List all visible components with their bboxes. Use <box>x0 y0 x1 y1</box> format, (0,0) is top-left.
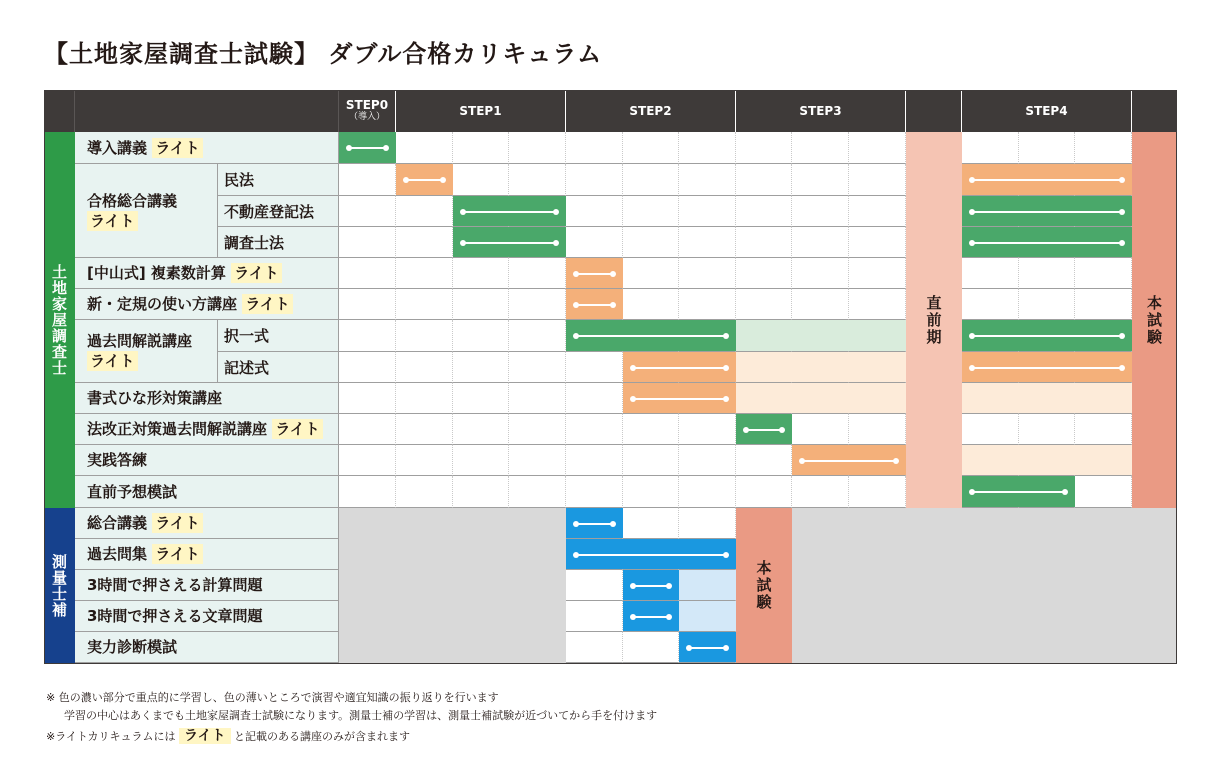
grid-cell <box>792 164 849 196</box>
grid-cell <box>623 414 679 445</box>
header-step3: STEP3 <box>736 90 906 132</box>
row-label-lawrevision: 法改正対策過去問解説講座 ライト <box>75 414 339 445</box>
grid-cell <box>396 196 453 227</box>
grid-cell <box>1075 476 1132 508</box>
header-step1: STEP1 <box>396 90 566 132</box>
row-label-survey-past: 過去問集 ライト <box>75 539 339 570</box>
grid-cell <box>339 196 396 227</box>
bar-end-dot <box>440 177 446 183</box>
grid-cell <box>849 258 906 289</box>
grid-cell <box>339 320 396 352</box>
bar-end-dot <box>610 521 616 527</box>
grid-cell <box>509 352 566 383</box>
grid-cell <box>396 320 453 352</box>
schedule-light <box>736 383 906 413</box>
grid-cell <box>623 476 679 508</box>
page-title: 【土地家屋調査士試験】 ダブル合格カリキュラム <box>44 40 603 68</box>
grid-cell <box>1019 132 1075 164</box>
bar-end-dot <box>1119 365 1125 371</box>
grid-cell <box>1075 414 1132 445</box>
block-honshiken-land: 本試験 <box>1132 132 1177 508</box>
schedule-light <box>736 352 906 382</box>
bar-line <box>576 335 726 337</box>
bar-end-dot <box>666 614 672 620</box>
grid-cell <box>566 196 623 227</box>
row-label-ruler: 新・定規の使い方講座 ライト <box>75 289 339 320</box>
grid-cell <box>736 164 792 196</box>
grid-cell <box>509 320 566 352</box>
grid-cell <box>509 132 566 164</box>
grid-cell <box>623 258 679 289</box>
grid-cell <box>736 289 792 320</box>
group-label-land: 土地家屋調査士 <box>44 132 75 508</box>
bar-line <box>972 491 1065 493</box>
row-label-mock: 直前予想模試 <box>75 476 339 508</box>
lite-badge: ライト <box>152 138 203 158</box>
grid-cell <box>453 132 509 164</box>
grid-cell <box>453 164 509 196</box>
grid-cell <box>736 258 792 289</box>
bar-line <box>972 367 1122 369</box>
grid-cell <box>962 414 1019 445</box>
grid-cell <box>509 164 566 196</box>
grid-cell <box>679 227 736 258</box>
bar-start-dot <box>969 177 975 183</box>
grid-cell <box>792 414 849 445</box>
header-corner-course <box>75 90 339 132</box>
grid-cell <box>849 289 906 320</box>
note-line-2: 学習の中心はあくまでも土地家屋調査士試験になります。測量士補の学習は、測量士補試験が近づいてから手を付けます <box>64 709 658 722</box>
grid-cell <box>453 383 509 414</box>
grid-cell <box>453 320 509 352</box>
bar-end-dot <box>1119 333 1125 339</box>
bar-start-dot <box>969 209 975 215</box>
bar-line <box>972 211 1122 213</box>
grid-cell <box>736 476 792 508</box>
grid-cell <box>566 352 623 383</box>
bar-start-dot <box>630 396 636 402</box>
header-step0-sub: （導入） <box>348 112 385 122</box>
grid-cell <box>453 289 509 320</box>
grid-cell <box>1019 289 1075 320</box>
row-label-survey-text: 3時間で押さえる文章問題 <box>75 601 339 632</box>
grid-cell <box>566 632 623 663</box>
bar-end-dot <box>779 427 785 433</box>
schedule-light <box>962 445 1132 475</box>
grid-cell <box>1019 258 1075 289</box>
grid-cell <box>396 445 453 476</box>
bar-start-dot <box>969 365 975 371</box>
grid-cell <box>1075 289 1132 320</box>
grid-cell <box>623 196 679 227</box>
grid-cell <box>453 476 509 508</box>
grid-cell <box>396 476 453 508</box>
grid-cell <box>339 164 396 196</box>
grid-cell <box>1019 414 1075 445</box>
grid-cell <box>736 132 792 164</box>
grid-cell <box>339 476 396 508</box>
grid-cell <box>849 132 906 164</box>
note-line-1: ※ 色の濃い部分で重点的に学習し、色の薄いところで演習や適宜知識の振り返りを行います <box>46 691 499 704</box>
lite-badge: ライト <box>242 294 293 314</box>
grid-cell <box>792 289 849 320</box>
grid-cell <box>509 476 566 508</box>
grid-cell <box>849 196 906 227</box>
header-end <box>1132 90 1177 132</box>
row-label-format: 書式ひな形対策講座 <box>75 383 339 414</box>
grid-cell <box>623 508 679 539</box>
bar-line <box>633 585 669 587</box>
schedule-light <box>679 570 736 600</box>
bar-end-dot <box>1062 489 1068 495</box>
sub-label-written: 記述式 <box>218 352 339 383</box>
grid-cell <box>453 258 509 289</box>
schedule-light <box>736 320 906 351</box>
grid-cell <box>679 196 736 227</box>
grid-cell <box>792 476 849 508</box>
bar-end-dot <box>723 333 729 339</box>
bar-start-dot <box>460 209 466 215</box>
bar-line <box>746 429 782 431</box>
grid-cell <box>792 227 849 258</box>
bar-start-dot <box>573 302 579 308</box>
grid-cell <box>736 227 792 258</box>
grid-cell <box>679 414 736 445</box>
row-label-survey-calc: 3時間で押さえる計算問題 <box>75 570 339 601</box>
grid-cell <box>566 227 623 258</box>
row-label-survey-general: 総合講義 ライト <box>75 508 339 539</box>
bar-start-dot <box>573 552 579 558</box>
grid-cell <box>792 196 849 227</box>
grid-cell <box>623 445 679 476</box>
grid-cell <box>339 445 396 476</box>
bar-start-dot <box>969 489 975 495</box>
bar-line <box>633 398 726 400</box>
grid-cell <box>1075 258 1132 289</box>
grid-cell <box>566 445 623 476</box>
grid-cell <box>396 289 453 320</box>
bar-line <box>972 242 1122 244</box>
grid-cell <box>566 601 623 632</box>
grid-cell <box>339 289 396 320</box>
block-chokuzenki: 直前期 <box>906 132 962 508</box>
bar-line <box>576 523 613 525</box>
row-label-survey-mock: 実力診断模試 <box>75 632 339 663</box>
grid-cell <box>566 570 623 601</box>
sub-label-surveyorlaw: 調査士法 <box>218 227 339 258</box>
grid-cell <box>566 132 623 164</box>
grid-cell <box>509 289 566 320</box>
grid-cell <box>453 352 509 383</box>
bar-start-dot <box>799 458 805 464</box>
grid-cell <box>566 414 623 445</box>
lite-badge: ライト <box>152 513 203 533</box>
grid-cell <box>962 132 1019 164</box>
bar-line <box>972 335 1122 337</box>
bar-end-dot <box>553 209 559 215</box>
grid-cell <box>339 383 396 414</box>
bar-end-dot <box>723 552 729 558</box>
bar-line <box>349 147 386 149</box>
bar-start-dot <box>573 271 579 277</box>
grid-cell <box>396 352 453 383</box>
grid-cell <box>396 258 453 289</box>
grid-cell <box>453 414 509 445</box>
note-line-3: ※ライトカリキュラムには ライト と記載のある講座のみが含まれます <box>46 728 411 744</box>
grid-cell <box>339 414 396 445</box>
bar-end-dot <box>723 645 729 651</box>
row-label-practice: 実践答練 <box>75 445 339 476</box>
grid-cell <box>396 383 453 414</box>
grid-cell <box>623 632 679 663</box>
bar-line <box>802 460 896 462</box>
header-corner-group <box>44 90 75 132</box>
gray-block-right <box>792 508 1132 663</box>
grid-cell <box>679 508 736 539</box>
sub-label-civil: 民法 <box>218 164 339 196</box>
grid-cell <box>736 196 792 227</box>
bar-start-dot <box>403 177 409 183</box>
bar-end-dot <box>666 583 672 589</box>
grid-cell <box>566 476 623 508</box>
bar-line <box>633 616 669 618</box>
bar-end-dot <box>610 302 616 308</box>
row-label-general: 合格総合講義 ライト <box>75 164 218 258</box>
grid-cell <box>453 445 509 476</box>
grid-cell <box>396 414 453 445</box>
row-label-complex: [中山式] 複素数計算 ライト <box>75 258 339 289</box>
grid-cell <box>679 476 736 508</box>
bar-start-dot <box>630 583 636 589</box>
grid-cell <box>679 164 736 196</box>
row-label-pastexam: 過去問解説講座 ライト <box>75 320 218 383</box>
grid-cell <box>1075 132 1132 164</box>
lite-badge: ライト <box>179 728 231 744</box>
bar-end-dot <box>1119 240 1125 246</box>
grid-cell <box>396 132 453 164</box>
bar-start-dot <box>743 427 749 433</box>
grid-cell <box>849 164 906 196</box>
grid-cell <box>623 227 679 258</box>
grid-cell <box>736 445 792 476</box>
grid-cell <box>679 445 736 476</box>
bar-line <box>463 242 556 244</box>
block-honshiken-survey: 本試験 <box>736 508 792 663</box>
bar-start-dot <box>969 333 975 339</box>
bar-line <box>972 179 1122 181</box>
grid-cell <box>623 132 679 164</box>
grid-cell <box>509 383 566 414</box>
grid-cell <box>849 414 906 445</box>
grid-cell <box>849 476 906 508</box>
bar-end-dot <box>1119 209 1125 215</box>
grid-cell <box>339 227 396 258</box>
bar-line <box>633 367 726 369</box>
bar-line <box>576 273 613 275</box>
grid-cell <box>962 258 1019 289</box>
grid-cell <box>849 227 906 258</box>
grid-cell <box>566 383 623 414</box>
grid-cell <box>339 352 396 383</box>
header-gap <box>906 90 962 132</box>
grid-cell <box>679 258 736 289</box>
bar-start-dot <box>460 240 466 246</box>
sub-label-realestate: 不動産登記法 <box>218 196 339 227</box>
bar-line <box>689 647 726 649</box>
row-label-intro: 導入講義 ライト <box>75 132 339 164</box>
bar-end-dot <box>893 458 899 464</box>
grid-cell <box>623 164 679 196</box>
schedule-light <box>679 601 736 631</box>
bar-start-dot <box>346 145 352 151</box>
bar-end-dot <box>1119 177 1125 183</box>
lite-badge: ライト <box>272 419 323 439</box>
grid-cell <box>792 258 849 289</box>
bar-line <box>463 211 556 213</box>
group-label-survey: 測量士補 <box>44 508 75 663</box>
grid-cell <box>339 258 396 289</box>
grid-cell <box>792 132 849 164</box>
bar-line <box>406 179 443 181</box>
header-step2: STEP2 <box>566 90 736 132</box>
lite-badge: ライト <box>87 351 138 371</box>
bar-end-dot <box>383 145 389 151</box>
bar-start-dot <box>630 365 636 371</box>
grid-cell <box>509 258 566 289</box>
lite-badge: ライト <box>152 544 203 564</box>
footnotes <box>46 688 657 747</box>
gray-block-left <box>339 508 566 663</box>
bar-start-dot <box>573 333 579 339</box>
header-step4: STEP4 <box>962 90 1132 132</box>
bar-line <box>576 554 726 556</box>
gray-block-end <box>1132 508 1177 663</box>
bar-start-dot <box>686 645 692 651</box>
lite-badge: ライト <box>87 211 138 231</box>
grid-cell <box>509 445 566 476</box>
schedule-light <box>962 383 1132 413</box>
grid-cell <box>679 132 736 164</box>
grid-cell <box>679 289 736 320</box>
grid-cell <box>566 164 623 196</box>
bar-start-dot <box>969 240 975 246</box>
bar-end-dot <box>723 396 729 402</box>
header-step0 <box>339 90 396 132</box>
lite-badge: ライト <box>231 263 282 283</box>
bar-start-dot <box>573 521 579 527</box>
bar-end-dot <box>553 240 559 246</box>
header-step0-label: STEP0 <box>345 98 389 112</box>
grid-cell <box>509 414 566 445</box>
grid-cell <box>962 289 1019 320</box>
grid-cell <box>396 227 453 258</box>
grid-cell <box>623 289 679 320</box>
bar-start-dot <box>630 614 636 620</box>
bar-line <box>576 304 613 306</box>
bar-end-dot <box>723 365 729 371</box>
sub-label-multiple: 択一式 <box>218 320 339 352</box>
bar-end-dot <box>610 271 616 277</box>
